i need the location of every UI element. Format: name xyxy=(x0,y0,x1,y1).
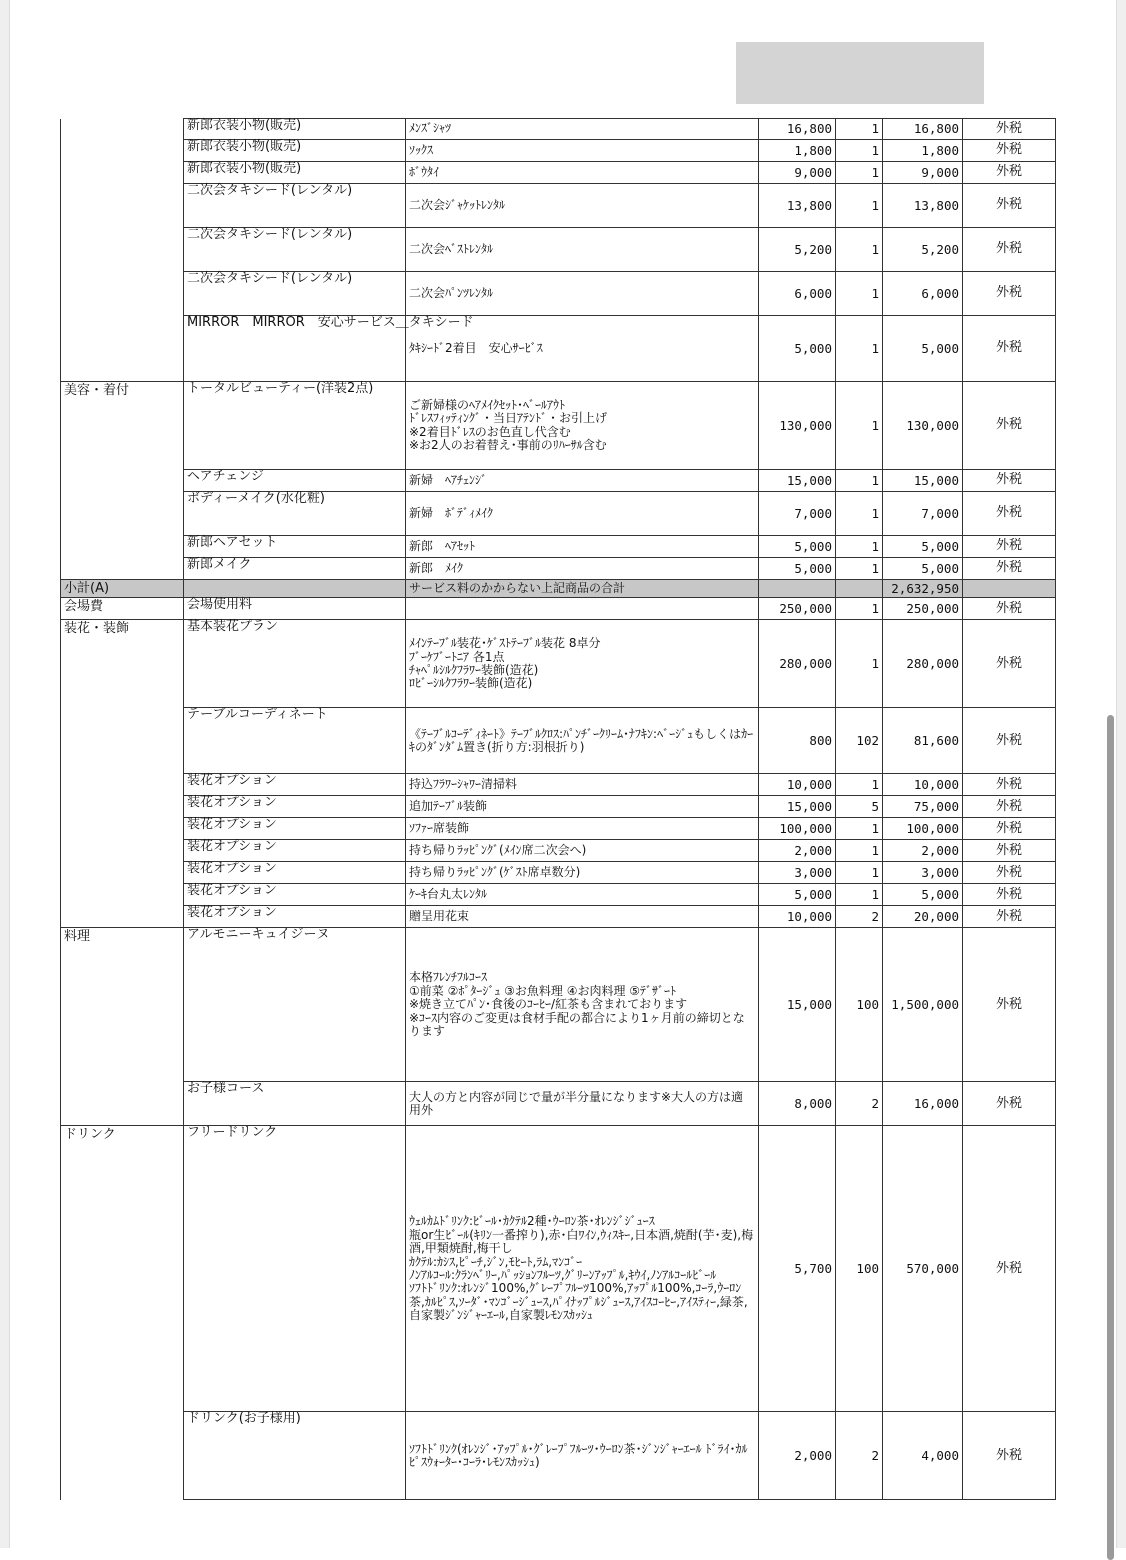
description-line: サービス料のかからない上記商品の合計 xyxy=(409,581,626,595)
description-line: ﾀｷｼｰﾄﾞ2着目 安心ｻｰﾋﾞｽ xyxy=(409,340,543,355)
page-edge-left xyxy=(0,0,10,1548)
description-line: ｿｯｸｽ xyxy=(409,142,434,157)
description-cell xyxy=(406,119,759,140)
table-row xyxy=(61,492,1056,536)
description-cell xyxy=(406,928,759,1082)
table-row xyxy=(61,162,1056,184)
quantity-cell: 2 xyxy=(836,1412,883,1500)
description-line: 新郎 ﾒｲｸ xyxy=(409,560,464,575)
item-name-cell: ボディーメイク(水化粧) xyxy=(184,492,406,536)
page-edge-right xyxy=(1116,0,1126,1548)
quantity-cell: 1 xyxy=(836,884,883,906)
description-cell xyxy=(406,184,759,228)
quantity-cell xyxy=(836,580,883,598)
tax-type-cell: 外税 xyxy=(963,228,1056,272)
item-name-cell: 基本装花プラン xyxy=(184,620,406,708)
item-name-cell: 装花オプション xyxy=(184,796,406,818)
unit-price-cell: 15,000 xyxy=(759,796,836,818)
category-cell: 小計(A) xyxy=(61,580,184,598)
quantity-cell: 1 xyxy=(836,558,883,580)
table-row xyxy=(61,470,1056,492)
amount-cell: 5,000 xyxy=(883,884,963,906)
quantity-cell: 1 xyxy=(836,620,883,708)
description-cell xyxy=(406,470,759,492)
category-cell xyxy=(61,1412,184,1500)
category-cell xyxy=(61,906,184,928)
category-cell xyxy=(61,492,184,536)
description-line: 新婦 ﾍｱﾁｪﾝｼﾞ xyxy=(409,472,488,487)
description-line: ﾒﾝｽﾞｼｬﾂ xyxy=(409,121,452,136)
tax-type-cell: 外税 xyxy=(963,470,1056,492)
item-name-cell: 新郎メイク xyxy=(184,558,406,580)
amount-cell: 6,000 xyxy=(883,272,963,316)
tax-type-cell: 外税 xyxy=(963,598,1056,620)
unit-price-cell: 130,000 xyxy=(759,382,836,470)
description-line: ※2着目ﾄﾞﾚｽのお色直し代含む xyxy=(409,424,571,439)
table-row xyxy=(61,140,1056,162)
description-cell xyxy=(406,1412,759,1500)
unit-price-cell: 100,000 xyxy=(759,818,836,840)
category-cell: 装花・装飾 xyxy=(61,620,184,708)
table-row xyxy=(61,558,1056,580)
description-cell xyxy=(406,140,759,162)
quantity-cell: 1 xyxy=(836,598,883,620)
amount-cell: 10,000 xyxy=(883,774,963,796)
quantity-cell: 1 xyxy=(836,316,883,382)
amount-cell: 5,200 xyxy=(883,228,963,272)
unit-price-cell: 6,000 xyxy=(759,272,836,316)
tax-type-cell: 外税 xyxy=(963,492,1056,536)
table-row xyxy=(61,862,1056,884)
unit-price-cell: 280,000 xyxy=(759,620,836,708)
estimate-table-body xyxy=(61,119,1056,1500)
item-name-cell: トータルビューティー(洋装2点) xyxy=(184,382,406,470)
table-row xyxy=(61,119,1056,140)
unit-price-cell: 2,000 xyxy=(759,840,836,862)
amount-cell: 1,800 xyxy=(883,140,963,162)
category-cell xyxy=(61,774,184,796)
category-cell xyxy=(61,796,184,818)
description-line: 二次会ｼﾞｬｹｯﾄﾚﾝﾀﾙ xyxy=(409,197,506,212)
tax-type-cell: 外税 xyxy=(963,796,1056,818)
description-cell xyxy=(406,620,759,708)
item-name-cell: 装花オプション xyxy=(184,906,406,928)
tax-type-cell: 外税 xyxy=(963,162,1056,184)
unit-price-cell: 15,000 xyxy=(759,470,836,492)
description-line: 大人の方と内容が同じで量が半分量になります※大人の方は適用外 xyxy=(409,1089,744,1117)
category-cell xyxy=(61,228,184,272)
description-cell xyxy=(406,1082,759,1126)
quantity-cell: 1 xyxy=(836,818,883,840)
item-name-cell: 装花オプション xyxy=(184,774,406,796)
quantity-cell: 2 xyxy=(836,906,883,928)
description-cell xyxy=(406,1126,759,1412)
category-cell xyxy=(61,558,184,580)
amount-cell: 570,000 xyxy=(883,1126,963,1412)
table-row xyxy=(61,906,1056,928)
amount-cell: 2,632,950 xyxy=(883,580,963,598)
description-cell xyxy=(406,818,759,840)
item-name-cell: ヘアチェンジ xyxy=(184,470,406,492)
unit-price-cell xyxy=(759,580,836,598)
category-cell xyxy=(61,884,184,906)
description-line: 贈呈用花束 xyxy=(409,909,470,924)
category-cell: 美容・着付 xyxy=(61,382,184,470)
description-cell xyxy=(406,774,759,796)
tax-type-cell: 外税 xyxy=(963,1412,1056,1500)
description-cell xyxy=(406,228,759,272)
table-row xyxy=(61,1412,1056,1500)
amount-cell: 5,000 xyxy=(883,558,963,580)
amount-cell: 81,600 xyxy=(883,708,963,774)
table-row xyxy=(61,184,1056,228)
description-line: ﾌﾞｰｹﾌﾞｰﾄﾆｱ 各1点 xyxy=(409,649,505,664)
description-line: 二次会ﾍﾞｽﾄﾚﾝﾀﾙ xyxy=(409,241,494,256)
description-line: 本格ﾌﾚﾝﾁﾌﾙｺｰｽ xyxy=(409,970,488,985)
item-name-cell: 装花オプション xyxy=(184,884,406,906)
description-line: 《ﾃｰﾌﾞﾙｺｰﾃﾞｨﾈｰﾄ》ﾃｰﾌﾞﾙｸﾛｽ:ﾊﾟﾝﾁﾞｰｸﾘｰﾑ･ﾅﾌｷﾝ:ﾍﾞｰｼﾞｭもしくはｶｰｷのﾀﾞﾝﾀﾞﾑ置き(折り方:羽根折り) xyxy=(409,726,754,754)
tax-type-cell: 外税 xyxy=(963,840,1056,862)
estimate-table xyxy=(60,118,1056,1500)
quantity-cell: 1 xyxy=(836,184,883,228)
description-line: ｿﾌｧｰ席装飾 xyxy=(409,821,470,836)
amount-cell: 9,000 xyxy=(883,162,963,184)
amount-cell: 250,000 xyxy=(883,598,963,620)
unit-price-cell: 5,000 xyxy=(759,316,836,382)
description-cell xyxy=(406,840,759,862)
unit-price-cell: 13,800 xyxy=(759,184,836,228)
description-line: 持込ﾌﾗﾜｰｼｬﾜｰ清掃料 xyxy=(409,777,518,792)
tax-type-cell: 外税 xyxy=(963,272,1056,316)
description-cell xyxy=(406,598,759,620)
amount-cell: 15,000 xyxy=(883,470,963,492)
item-name-cell: 装花オプション xyxy=(184,840,406,862)
category-cell xyxy=(61,1082,184,1126)
item-name-cell: 会場使用料 xyxy=(184,598,406,620)
description-cell xyxy=(406,708,759,774)
tax-type-cell: 外税 xyxy=(963,906,1056,928)
category-cell: 会場費 xyxy=(61,598,184,620)
amount-cell: 16,000 xyxy=(883,1082,963,1126)
tax-type-cell: 外税 xyxy=(963,382,1056,470)
tax-type-cell: 外税 xyxy=(963,316,1056,382)
category-cell xyxy=(61,140,184,162)
tax-type-cell: 外税 xyxy=(963,1126,1056,1412)
description-cell xyxy=(406,162,759,184)
description-line: ※ｺｰｽ内容のご変更は食材手配の都合により1ヶ月前の締切となります xyxy=(409,1010,745,1039)
description-line: 瓶or生ﾋﾞｰﾙ(ｷﾘﾝ一番搾り),赤･白ﾜｲﾝ,ｳｨｽｷｰ,日本酒,焼酎(芋･麦),梅酒,甲類焼酎,梅干し xyxy=(409,1227,754,1256)
unit-price-cell: 5,000 xyxy=(759,536,836,558)
quantity-cell: 1 xyxy=(836,840,883,862)
unit-price-cell: 1,800 xyxy=(759,140,836,162)
description-cell xyxy=(406,382,759,470)
description-line: ﾉﾝｱﾙｺｰﾙ:ｸﾗﾝﾍﾞﾘｰ,ﾊﾟｯｼｮﾝﾌﾙｰﾂ,ｸﾞﾘｰﾝｱｯﾌﾟﾙ,ｷｳｲ,ﾉﾝｱﾙｺｰﾙﾋﾞｰﾙ xyxy=(409,1267,717,1282)
description-line: ｿﾌﾄﾄﾞﾘﾝｸ:ｵﾚﾝｼﾞ100%,ｸﾞﾚｰﾌﾟﾌﾙｰﾂ100%,ｱｯﾌﾟﾙ100%,ｺｰﾗ,ｳｰﾛﾝ茶,ｶﾙﾋﾟｽ,ｿｰﾀﾞ･ﾏﾝｺﾞｰｼﾞｭｰｽ,ﾊﾟｲﾅｯﾌﾟﾙｼﾞｭｰｽ,ｱｲｽｺｰﾋｰ,ｱｲｽﾃｨｰ,緑茶,自家製ｼﾞﾝｼﾞｬｰｴｰﾙ,自家製ﾚﾓﾝｽｶｯｼｭ xyxy=(409,1281,748,1323)
amount-cell: 1,500,000 xyxy=(883,928,963,1082)
amount-cell: 16,800 xyxy=(883,119,963,140)
tax-type-cell: 外税 xyxy=(963,708,1056,774)
description-line: 新郎 ﾍｱｾｯﾄ xyxy=(409,538,476,553)
description-line: ｿﾌﾄﾄﾞﾘﾝｸ(ｵﾚﾝｼﾞ･ｱｯﾌﾟﾙ･ｸﾞﾚｰﾌﾟﾌﾙｰﾂ･ｳｰﾛﾝ茶･ｼﾞﾝｼﾞｬｰｴｰﾙ ﾄﾞﾗｲ･ｶﾙﾋﾟｽｳｫｰﾀｰ･ｺｰﾗ･ﾚﾓﾝｽｶｯｼｭ) xyxy=(409,1441,748,1469)
quantity-cell: 5 xyxy=(836,796,883,818)
category-cell: 料理 xyxy=(61,928,184,1082)
item-name-cell: 二次会タキシード(レンタル) xyxy=(184,272,406,316)
description-cell xyxy=(406,884,759,906)
description-cell xyxy=(406,558,759,580)
category-cell xyxy=(61,840,184,862)
quantity-cell: 1 xyxy=(836,140,883,162)
amount-cell: 280,000 xyxy=(883,620,963,708)
item-name-cell xyxy=(184,580,406,598)
description-line: ※お2人のお着替え･事前のﾘﾊｰｻﾙ含む xyxy=(409,437,607,452)
quantity-cell: 2 xyxy=(836,1082,883,1126)
description-cell xyxy=(406,862,759,884)
item-name-cell: アルモニーキュイジーヌ xyxy=(184,928,406,1082)
item-name-cell: MIRROR MIRROR 安心サービス＿タキシード xyxy=(184,316,406,382)
scrollbar-thumb[interactable] xyxy=(1107,715,1114,1560)
description-cell xyxy=(406,492,759,536)
item-name-cell: 装花オプション xyxy=(184,862,406,884)
tax-type-cell: 外税 xyxy=(963,862,1056,884)
tax-type-cell xyxy=(963,580,1056,598)
table-row xyxy=(61,536,1056,558)
amount-cell: 4,000 xyxy=(883,1412,963,1500)
tax-type-cell: 外税 xyxy=(963,184,1056,228)
description-line: ※焼き立てﾊﾟﾝ･食後のｺｰﾋｰ/紅茶も含まれております xyxy=(409,997,688,1012)
table-row xyxy=(61,928,1056,1082)
item-name-cell: テーブルコーディネート xyxy=(184,708,406,774)
table-row xyxy=(61,1126,1056,1412)
tax-type-cell: 外税 xyxy=(963,884,1056,906)
quantity-cell: 1 xyxy=(836,162,883,184)
quantity-cell: 1 xyxy=(836,228,883,272)
tax-type-cell: 外税 xyxy=(963,1082,1056,1126)
unit-price-cell: 3,000 xyxy=(759,862,836,884)
unit-price-cell: 5,000 xyxy=(759,884,836,906)
description-line: ご新婦様のﾍｱﾒｲｸｾｯﾄ･ﾍﾞｰﾙｱｳﾄ xyxy=(409,397,566,412)
quantity-cell: 1 xyxy=(836,774,883,796)
unit-price-cell: 2,000 xyxy=(759,1412,836,1500)
category-cell xyxy=(61,470,184,492)
amount-cell: 7,000 xyxy=(883,492,963,536)
amount-cell: 75,000 xyxy=(883,796,963,818)
table-row xyxy=(61,580,1056,598)
quantity-cell: 1 xyxy=(836,862,883,884)
item-name-cell: ドリンク(お子様用) xyxy=(184,1412,406,1500)
category-cell xyxy=(61,272,184,316)
table-row xyxy=(61,228,1056,272)
description-line: ﾛﾋﾞｰｼﾙｸﾌﾗﾜｰ装飾(造花) xyxy=(409,676,533,691)
tax-type-cell: 外税 xyxy=(963,928,1056,1082)
description-line: ｳｪﾙｶﾑﾄﾞﾘﾝｸ:ﾋﾞｰﾙ･ｶｸﾃﾙ2種･ｳｰﾛﾝ茶･ｵﾚﾝｼﾞｼﾞｭｰｽ xyxy=(409,1214,655,1229)
description-line: 二次会ﾊﾟﾝﾂﾚﾝﾀﾙ xyxy=(409,285,494,300)
quantity-cell: 100 xyxy=(836,1126,883,1412)
description-line: ｹｰｷ台丸太ﾚﾝﾀﾙ xyxy=(409,887,488,902)
category-cell xyxy=(61,184,184,228)
item-name-cell: 新郎ヘアセット xyxy=(184,536,406,558)
tax-type-cell: 外税 xyxy=(963,620,1056,708)
unit-price-cell: 5,000 xyxy=(759,558,836,580)
description-cell xyxy=(406,272,759,316)
table-row xyxy=(61,316,1056,382)
unit-price-cell: 7,000 xyxy=(759,492,836,536)
description-line: 新婦 ﾎﾞﾃﾞｨﾒｲｸ xyxy=(409,505,494,520)
table-row xyxy=(61,1082,1056,1126)
category-cell xyxy=(61,862,184,884)
description-line: ﾒｲﾝﾃｰﾌﾞﾙ装花･ｹﾞｽﾄﾃｰﾌﾞﾙ装花 8卓分 xyxy=(409,636,601,651)
quantity-cell: 1 xyxy=(836,119,883,140)
table-row xyxy=(61,796,1056,818)
description-cell xyxy=(406,906,759,928)
tax-type-cell: 外税 xyxy=(963,558,1056,580)
category-cell xyxy=(61,162,184,184)
item-name-cell: 新郎衣装小物(販売) xyxy=(184,162,406,184)
unit-price-cell: 250,000 xyxy=(759,598,836,620)
unit-price-cell: 15,000 xyxy=(759,928,836,1082)
table-row xyxy=(61,620,1056,708)
category-cell: ドリンク xyxy=(61,1126,184,1412)
unit-price-cell: 16,800 xyxy=(759,119,836,140)
category-cell xyxy=(61,119,184,140)
tax-type-cell: 外税 xyxy=(963,140,1056,162)
description-line: 持ち帰りﾗｯﾋﾟﾝｸﾞ(ﾒｲﾝ席二次会へ) xyxy=(409,843,587,858)
item-name-cell: お子様コース xyxy=(184,1082,406,1126)
quantity-cell: 1 xyxy=(836,382,883,470)
table-row xyxy=(61,774,1056,796)
unit-price-cell: 5,200 xyxy=(759,228,836,272)
item-name-cell: 新郎衣装小物(販売) xyxy=(184,140,406,162)
table-row xyxy=(61,840,1056,862)
redacted-area xyxy=(736,42,984,104)
table-row xyxy=(61,818,1056,840)
category-cell xyxy=(61,536,184,558)
unit-price-cell: 10,000 xyxy=(759,906,836,928)
unit-price-cell: 10,000 xyxy=(759,774,836,796)
item-name-cell: 装花オプション xyxy=(184,818,406,840)
table-row xyxy=(61,598,1056,620)
description-cell xyxy=(406,580,759,598)
amount-cell: 20,000 xyxy=(883,906,963,928)
item-name-cell: 二次会タキシード(レンタル) xyxy=(184,184,406,228)
description-line: ﾄﾞﾚｽﾌｨｯﾃｨﾝｸﾞ・当日ｱﾃﾝﾄﾞ・お引上げ xyxy=(409,411,608,426)
amount-cell: 5,000 xyxy=(883,316,963,382)
item-name-cell: フリードリンク xyxy=(184,1126,406,1412)
description-line: ﾎﾞｳﾀｲ xyxy=(409,164,440,179)
description-line: 追加ﾃｰﾌﾞﾙ装飾 xyxy=(409,799,488,814)
table-row xyxy=(61,272,1056,316)
tax-type-cell: 外税 xyxy=(963,774,1056,796)
amount-cell: 3,000 xyxy=(883,862,963,884)
amount-cell: 5,000 xyxy=(883,536,963,558)
unit-price-cell: 800 xyxy=(759,708,836,774)
amount-cell: 130,000 xyxy=(883,382,963,470)
quantity-cell: 1 xyxy=(836,492,883,536)
amount-cell: 2,000 xyxy=(883,840,963,862)
amount-cell: 13,800 xyxy=(883,184,963,228)
quantity-cell: 1 xyxy=(836,272,883,316)
description-cell xyxy=(406,536,759,558)
description-line: ﾁｬﾍﾟﾙｼﾙｸﾌﾗﾜｰ装飾(造花) xyxy=(409,662,539,677)
tax-type-cell: 外税 xyxy=(963,536,1056,558)
table-row xyxy=(61,382,1056,470)
unit-price-cell: 5,700 xyxy=(759,1126,836,1412)
description-cell xyxy=(406,796,759,818)
item-name-cell: 二次会タキシード(レンタル) xyxy=(184,228,406,272)
quantity-cell: 1 xyxy=(836,470,883,492)
description-line: 持ち帰りﾗｯﾋﾟﾝｸﾞ(ｹﾞｽﾄ席卓数分) xyxy=(409,865,581,880)
category-cell xyxy=(61,818,184,840)
table-row xyxy=(61,884,1056,906)
category-cell xyxy=(61,708,184,774)
description-line: ｶｸﾃﾙ:ｶｼｽ,ﾋﾟｰﾁ,ｼﾞﾝ,ﾓﾋｰﾄ,ﾗﾑ,ﾏﾝｺﾞｰ xyxy=(409,1254,583,1269)
quantity-cell: 1 xyxy=(836,536,883,558)
category-cell xyxy=(61,316,184,382)
table-row xyxy=(61,708,1056,774)
unit-price-cell: 8,000 xyxy=(759,1082,836,1126)
tax-type-cell: 外税 xyxy=(963,818,1056,840)
amount-cell: 100,000 xyxy=(883,818,963,840)
unit-price-cell: 9,000 xyxy=(759,162,836,184)
tax-type-cell: 外税 xyxy=(963,119,1056,140)
item-name-cell: 新郎衣装小物(販売) xyxy=(184,119,406,140)
quantity-cell: 102 xyxy=(836,708,883,774)
description-line: ①前菜 ②ﾎﾟﾀｰｼﾞｭ ③お魚料理 ④お肉料理 ⑤ﾃﾞｻﾞｰﾄ xyxy=(409,983,677,998)
quantity-cell: 100 xyxy=(836,928,883,1082)
